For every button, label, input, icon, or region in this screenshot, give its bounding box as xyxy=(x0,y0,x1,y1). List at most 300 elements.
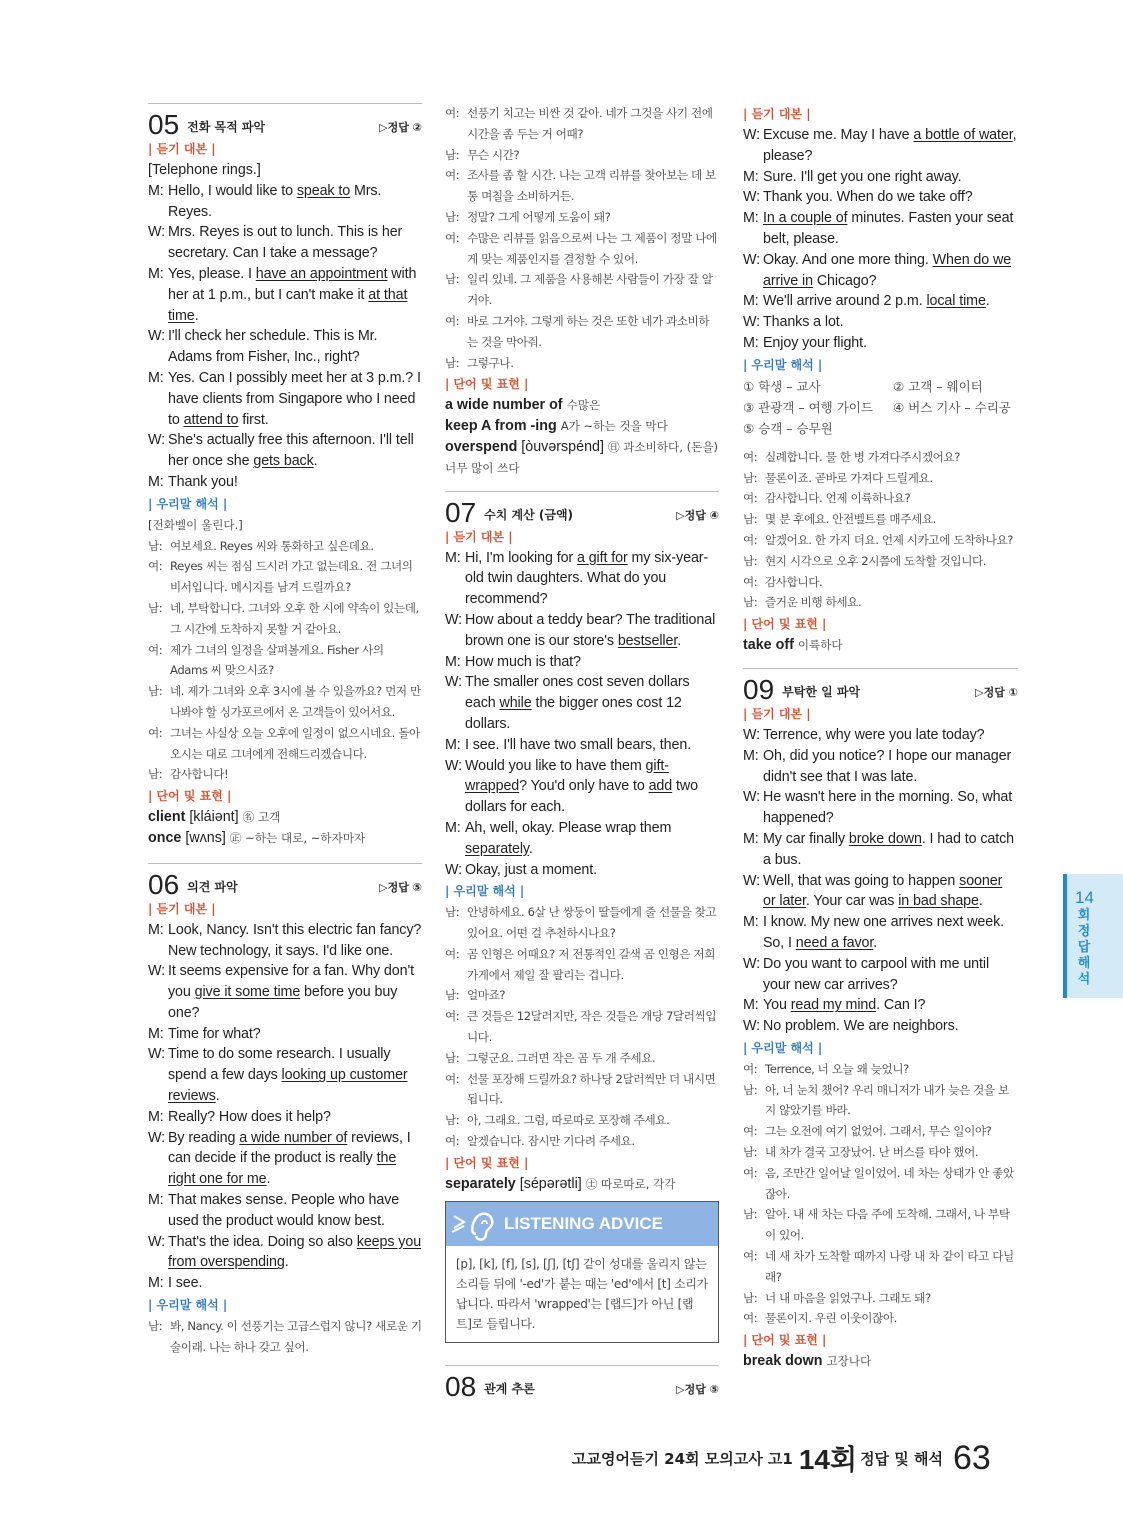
section-number: 08 xyxy=(445,1370,477,1402)
translation-text: 내 차가 결국 고장났어. 난 버스를 타야 했어. xyxy=(765,1145,979,1160)
speaker-label: 남: xyxy=(743,595,758,610)
vocab-pronunciation: [òuvərspénd] xyxy=(521,438,604,455)
script-block xyxy=(445,548,719,881)
speaker-label: 남: xyxy=(148,1319,163,1334)
dialogue-line xyxy=(743,995,1018,1016)
translation-line xyxy=(445,103,719,145)
key-expression: need a favor xyxy=(795,934,874,951)
translation-line xyxy=(445,1131,719,1152)
vocab-word: keep A from -ing xyxy=(445,418,557,435)
dialogue-line xyxy=(148,961,422,1023)
text-segment: Terrence, why were you late today? xyxy=(763,726,985,743)
key-expression: add xyxy=(648,778,673,795)
text-segment: the bigger ones cost 12 dollars. xyxy=(465,695,682,732)
text-segment: You xyxy=(763,997,791,1014)
section-08-header xyxy=(445,1365,719,1400)
speaker-label: 여: xyxy=(445,106,460,120)
translation-text: 너 내 마음을 읽었구나. 그래도 돼? xyxy=(765,1290,931,1305)
utterance xyxy=(763,871,1018,913)
speaker-label: 여: xyxy=(148,642,163,657)
text-segment: Yes, please. I xyxy=(168,265,256,282)
speaker-label: 여: xyxy=(743,1124,758,1139)
speaker-label: W: xyxy=(743,955,761,972)
translation-label: | 우리말 해석 | xyxy=(445,884,525,899)
translation-line xyxy=(445,353,719,374)
translation-label: | 우리말 해석 | xyxy=(743,1040,823,1055)
script-label: | 듣기 대본 | xyxy=(743,706,811,721)
text-segment: The smaller ones cost seven dollars each xyxy=(465,674,690,712)
utterance xyxy=(763,829,1018,871)
vocab-entry xyxy=(743,635,1018,656)
key-expression: sooner or later xyxy=(763,872,1003,910)
dialogue-line xyxy=(445,652,719,673)
utterance xyxy=(465,548,719,610)
vocab-word: client xyxy=(148,809,186,826)
translation-text: 무슨 시간? xyxy=(467,147,520,162)
speaker-label: 남: xyxy=(743,1207,758,1222)
speaker-label: M: xyxy=(148,473,164,490)
translation-text: Terrence, 너 오늘 왜 늦었니? xyxy=(765,1061,909,1076)
speaker-label: 남: xyxy=(445,988,460,1003)
translation-line xyxy=(445,1048,719,1069)
footer-subtitle: 정답 및 해석 xyxy=(860,1450,943,1468)
translation-text: 그렇구나. xyxy=(467,355,514,370)
vocab-entry xyxy=(148,828,422,849)
key-expression: give it some time xyxy=(194,984,301,1001)
translation-label: | 우리말 해석 | xyxy=(148,496,228,511)
script-label: | 듣기 대본 | xyxy=(148,901,216,916)
text-segment: . xyxy=(978,893,983,910)
vocab-pronunciation: [kláiənt] xyxy=(189,809,239,826)
vocab-word: take off xyxy=(743,637,794,654)
vocab-entry xyxy=(445,395,719,416)
vocab-block xyxy=(743,1351,1018,1372)
option-2: ② 고객 – 웨이터 xyxy=(893,378,983,394)
speaker-label: W: xyxy=(743,789,761,806)
section-header xyxy=(148,863,422,898)
listening-advice-box xyxy=(445,1201,719,1343)
speaker-label: M: xyxy=(148,182,164,199)
dialogue-line xyxy=(743,208,1018,250)
text-segment: ? You'd only have to xyxy=(519,778,649,795)
speaker-label: W: xyxy=(445,611,463,628)
speaker-label: 여: xyxy=(148,725,163,740)
key-expression: have an appointment xyxy=(255,265,388,282)
dialogue-line xyxy=(743,871,1018,913)
translation-line xyxy=(445,311,719,353)
dialogue-line xyxy=(148,264,422,326)
vocab-entry xyxy=(743,1351,1018,1372)
vocab-definition: ㊣ ~하는 대로, ~하자마자 xyxy=(229,830,366,845)
speaker-label: W: xyxy=(743,1018,761,1035)
text-segment: Ah, well, okay. Please wrap them xyxy=(465,819,672,836)
speaker-label: 남: xyxy=(148,538,163,553)
translation-text: 조사를 좀 할 시간. 나는 고객 리뷰를 찾아보는 데 보통 며칠을 소비하거든. xyxy=(467,168,716,204)
vocab-word: overspend xyxy=(445,438,518,455)
utterance xyxy=(465,610,719,652)
vocab-definition: 이륙하다 xyxy=(797,638,843,653)
speaker-label: 여: xyxy=(148,559,163,574)
utterance xyxy=(763,187,1018,208)
translation-line xyxy=(148,681,422,723)
speaker-label: 여: xyxy=(743,1165,758,1180)
speaker-label: 남: xyxy=(743,470,758,485)
translation-text: 그녀는 사실상 오늘 오후에 일정이 없으시네요. 돌아오시는 대로 그녀에게 전해드리겠습니다. xyxy=(170,725,420,761)
utterance xyxy=(763,312,1018,333)
vocab-block xyxy=(445,1174,719,1195)
speaker-label: 남: xyxy=(148,767,163,782)
section-09 xyxy=(743,668,1018,1372)
translation-line xyxy=(148,515,422,536)
translation-line xyxy=(743,488,1018,509)
text-segment: . xyxy=(215,1088,220,1105)
dialogue-line xyxy=(743,333,1018,354)
dialogue-line xyxy=(445,610,719,652)
vocab-definition: ㊐ 과소비하다, (돈을) 너무 많이 쓰다 xyxy=(445,439,719,475)
speaker-label: W: xyxy=(148,1046,166,1063)
text-segment: . Your car was xyxy=(805,893,899,910)
dialogue-line xyxy=(148,920,422,962)
vocab-label: | 단어 및 표현 | xyxy=(148,789,232,804)
page-footer xyxy=(572,1436,1012,1476)
dialogue-line xyxy=(445,756,719,818)
translation-label: | 우리말 해석 | xyxy=(743,357,823,372)
key-expression: When do we arrive in xyxy=(763,251,1012,289)
utterance xyxy=(763,787,1018,829)
text-segment: . xyxy=(266,1171,271,1188)
translation-line xyxy=(148,598,422,640)
speaker-label: 여: xyxy=(445,230,460,245)
option-5: ⑤ 승객 – 승무원 xyxy=(743,420,833,436)
text-segment: He wasn't here in the morning. So, what happened? xyxy=(763,789,1013,827)
translation-block xyxy=(743,1059,1018,1329)
text-segment: My car finally xyxy=(763,830,849,847)
dialogue-line xyxy=(148,1190,422,1232)
dialogue-line xyxy=(743,291,1018,312)
vocab-entry xyxy=(445,437,719,479)
translation-text: 안녕하세요. 6살 난 쌍둥이 딸들에게 줄 선물을 찾고 있어요. 어떤 걸 추천하시나요? xyxy=(467,905,717,941)
text-segment: . xyxy=(873,934,878,951)
translation-text: 바로 그거야. 그렇게 하는 것은 또한 네가 과소비하는 것을 막아줘. xyxy=(467,313,710,349)
utterance xyxy=(763,995,1018,1016)
vocab-word: a wide number of xyxy=(445,397,563,414)
section-header xyxy=(743,668,1018,703)
translation-line xyxy=(445,1006,719,1048)
dialogue-line xyxy=(148,222,422,264)
text-segment: That's the idea. Doing so also xyxy=(168,1233,357,1250)
translation-text: 실례합니다. 물 한 병 가져다주시겠어요? xyxy=(765,449,960,464)
translation-line xyxy=(445,207,719,228)
speaker-label: M: xyxy=(445,819,461,836)
footer-chapter: 14회 xyxy=(798,1444,858,1475)
key-expression: In a couple of xyxy=(763,210,848,227)
dialogue-line xyxy=(148,1107,422,1128)
speaker-label: M: xyxy=(445,653,461,670)
key-expression: read my mind xyxy=(790,997,877,1014)
speaker-label: 여: xyxy=(743,574,758,589)
translation-line xyxy=(445,269,719,311)
speaker-label: 여: xyxy=(743,449,758,464)
dialogue-line xyxy=(445,672,719,734)
text-segment: [Telephone rings.] xyxy=(148,162,261,178)
dialogue-line xyxy=(148,368,422,430)
translation-line xyxy=(743,1246,1018,1288)
speaker-label: 여: xyxy=(445,313,460,328)
dialogue-line xyxy=(148,181,422,223)
vocab-word: break down xyxy=(743,1353,823,1370)
translation-line xyxy=(445,145,719,166)
dialogue-line xyxy=(743,125,1018,167)
utterance xyxy=(168,920,422,962)
translation-text: 알겠어요. 한 가지 더요. 언제 시카고에 도착하나요? xyxy=(765,532,1014,547)
translation-block-continued xyxy=(445,103,719,373)
utterance xyxy=(465,672,719,734)
utterance xyxy=(168,326,422,368)
answer-label: ▷정답 ② xyxy=(379,121,422,134)
utterance xyxy=(465,860,719,881)
text-segment: minutes. Fasten your seat belt, please. xyxy=(763,210,1014,247)
translation-block xyxy=(148,1316,422,1358)
text-segment: Time for what? xyxy=(168,1025,261,1042)
key-expression: in bad shape xyxy=(898,893,979,910)
translation-line xyxy=(743,1142,1018,1163)
key-expression: attend to xyxy=(183,411,239,428)
utterance xyxy=(168,1128,422,1190)
speaker-label: 남: xyxy=(148,600,163,615)
key-expression: gets back xyxy=(253,453,314,470)
translation-text: 봐, Nancy. 이 선풍기는 고급스럽지 않니? 새로운 기술이래. 나는 하나 갖고 싶어. xyxy=(170,1319,422,1354)
section-title: 의견 파악 xyxy=(187,879,238,894)
speaker-label: 남: xyxy=(743,1145,758,1160)
vocab-definition: 수많은 xyxy=(566,398,601,413)
speaker-label: M: xyxy=(743,830,759,847)
key-expression: while xyxy=(499,695,532,712)
speaker-label: W: xyxy=(743,314,761,331)
text-segment: I see. xyxy=(168,1275,203,1292)
speaker-label: 여: xyxy=(743,1249,758,1264)
speaker-label: 여: xyxy=(743,491,758,506)
translation-line xyxy=(148,556,422,598)
speaker-label: 남: xyxy=(445,272,460,287)
speaker-label: 여: xyxy=(743,532,758,547)
speaker-label: 남: xyxy=(445,209,460,224)
translation-text: 몇 분 후에요. 안전벨트를 매주세요. xyxy=(765,512,936,527)
utterance xyxy=(763,291,1018,312)
answer-label: ▷정답 ⑤ xyxy=(676,1382,719,1396)
utterance xyxy=(465,652,719,673)
translation-text: 선물 포장해 드릴까요? 하나당 2달러씩만 더 내시면 됩니다. xyxy=(467,1071,716,1107)
translation-text: 즐거운 비행 하세요. xyxy=(765,595,862,610)
footer-book-title: 고교영어듣기 24회 모의고사 고1 xyxy=(572,1450,793,1468)
translation-block xyxy=(743,447,1018,613)
text-segment: Hello, I would like to xyxy=(168,182,297,199)
vocab-entry xyxy=(445,1174,719,1195)
script-label: | 듣기 대본 | xyxy=(148,142,216,156)
speaker-label: 남: xyxy=(743,553,758,568)
key-expression: the right one for me xyxy=(168,1150,397,1188)
key-expression: bestseller xyxy=(617,632,678,649)
text-segment: before you buy one? xyxy=(168,984,398,1021)
dialogue-line xyxy=(148,472,422,493)
section-number: 05 xyxy=(148,109,180,140)
translation-text: 얼마죠? xyxy=(467,988,506,1003)
text-segment: I'll check her schedule. This is Mr. Adams from Fisher, Inc., right? xyxy=(168,328,378,366)
translation-text: 감사합니다! xyxy=(170,767,229,782)
vocab-label: | 단어 및 표현 | xyxy=(743,617,827,632)
translation-text: 물론이죠. 곧바로 가져다 드릴게요. xyxy=(765,470,933,485)
dialogue-line xyxy=(445,548,719,610)
speaker-label: W: xyxy=(743,251,761,268)
answer-label: ▷정답 ④ xyxy=(676,508,719,522)
dialogue-line xyxy=(743,1016,1018,1037)
vocab-label: | 단어 및 표현 | xyxy=(743,1333,827,1348)
script-block xyxy=(148,160,422,493)
translation-text: 그렇군요. 그러면 작은 곰 두 개 주세요. xyxy=(467,1050,656,1065)
text-segment: I see. I'll have two small bears, then. xyxy=(465,736,692,753)
translation-line xyxy=(743,551,1018,572)
text-segment: Oh, did you notice? I hope our manager didn't see that I was late. xyxy=(763,747,1012,785)
text-segment: Thank you. When do we take off? xyxy=(763,189,973,206)
script-block xyxy=(743,725,1018,1037)
speaker-label: M: xyxy=(743,747,759,764)
dialogue-line xyxy=(743,167,1018,188)
translation-block xyxy=(445,902,719,1152)
text-segment: Well, that was going to happen xyxy=(763,872,960,889)
text-segment: Okay, just a moment. xyxy=(465,861,598,878)
vocab-entry xyxy=(148,807,422,828)
key-expression: broke down xyxy=(848,830,922,847)
advice-header xyxy=(446,1202,718,1246)
speaker-label: M: xyxy=(743,334,759,351)
speaker-label: M: xyxy=(148,369,164,386)
answer-label: ▷정답 ① xyxy=(975,685,1018,699)
section-05 xyxy=(148,103,422,849)
dialogue-line xyxy=(148,1044,422,1106)
text-segment: Enjoy your flight. xyxy=(763,334,867,351)
speaker-label: 여: xyxy=(445,1009,460,1024)
text-segment: two dollars for each. xyxy=(465,778,698,816)
text-segment: No problem. We are neighbors. xyxy=(763,1018,959,1035)
ear-icon xyxy=(446,1202,504,1246)
speaker-label: 남: xyxy=(445,355,460,370)
text-segment: . Can I? xyxy=(876,997,926,1014)
text-segment: Thanks a lot. xyxy=(763,314,844,331)
dialogue-line xyxy=(148,1128,422,1190)
speaker-label: W: xyxy=(148,963,166,980)
answer-options xyxy=(743,376,1018,439)
side-tab-char: 석 xyxy=(1077,972,1091,987)
key-expression: looking up customer reviews xyxy=(168,1067,408,1105)
dialogue-line xyxy=(148,1024,422,1045)
text-segment: with her at 1 p.m., but I can't make it xyxy=(168,265,417,303)
section-number: 07 xyxy=(445,496,477,528)
advice-title: LISTENING ADVICE xyxy=(504,1213,663,1233)
translation-line xyxy=(148,1316,422,1358)
translation-text: 음, 조만간 일어날 일이었어. 네 차는 상태가 안 좋았잖아. xyxy=(765,1165,1014,1201)
speaker-label: 여: xyxy=(445,1071,460,1086)
translation-line xyxy=(743,572,1018,593)
speaker-label: M: xyxy=(445,549,461,566)
side-tab-label xyxy=(1077,908,1091,988)
speaker-label: W: xyxy=(148,1129,166,1146)
speaker-label: 여: xyxy=(445,1134,460,1149)
translation-line xyxy=(445,1110,719,1131)
translation-line xyxy=(743,530,1018,551)
side-tab-char: 해 xyxy=(1077,956,1091,971)
utterance xyxy=(148,162,261,178)
vocab-pronunciation: [sépərətli] xyxy=(519,1175,582,1192)
translation-line xyxy=(148,536,422,557)
text-segment: I know. My new one arrives next week. So, I xyxy=(763,914,1005,951)
vocab-block xyxy=(743,635,1018,656)
section-number: 06 xyxy=(148,868,180,900)
text-segment: It seems expensive for a fan. Why don't you xyxy=(168,963,414,1001)
section-header xyxy=(445,491,719,526)
translation-text: 제가 그녀의 일정을 살펴볼게요. Fisher 사의 Adams 씨 맞으시죠? xyxy=(170,642,384,678)
dialogue-line xyxy=(743,746,1018,788)
translation-text: 아, 너 눈치 챘어? 우리 매니저가 내가 늦은 것을 보지 않았기를 바라. xyxy=(765,1082,1009,1118)
key-expression: gift-wrapped xyxy=(465,757,669,795)
utterance xyxy=(168,368,422,430)
section-number: 09 xyxy=(743,673,775,705)
translation-line xyxy=(445,902,719,944)
text-segment: first. xyxy=(238,411,269,428)
speaker-label: M: xyxy=(148,921,164,938)
speaker-label: M: xyxy=(743,293,759,310)
speaker-label: 남: xyxy=(743,1290,758,1305)
translation-line xyxy=(743,468,1018,489)
utterance xyxy=(168,472,422,493)
utterance xyxy=(168,1232,422,1274)
speaker-label: W: xyxy=(148,432,166,449)
speaker-label: W: xyxy=(445,861,463,878)
dialogue-line xyxy=(445,735,719,756)
dialogue-line xyxy=(148,1232,422,1274)
text-segment: Yes. Can I possibly meet her at 3 p.m.? I have clients from Singapore who I need to xyxy=(168,369,421,428)
utterance xyxy=(168,1190,422,1232)
speaker-label: 남: xyxy=(445,905,460,920)
section-title: 관계 추론 xyxy=(484,1381,535,1396)
translation-text: 물론이지. 우린 이웃이잖아. xyxy=(765,1311,897,1326)
translation-text: 그는 오전에 여기 없었어. 그래서, 무슨 일이야? xyxy=(765,1124,992,1139)
translation-text: 감사합니다. 언제 이륙하나요? xyxy=(765,491,911,506)
translation-line xyxy=(743,592,1018,613)
key-expression: a wide number of xyxy=(239,1129,348,1146)
speaker-label: M: xyxy=(743,210,759,227)
utterance xyxy=(763,125,1018,167)
speaker-label: 남: xyxy=(148,684,163,699)
text-segment: How much is that? xyxy=(465,653,581,670)
option-1: ① 학생 – 교사 xyxy=(743,378,821,394)
speaker-label: 여: xyxy=(445,168,460,183)
translation-line xyxy=(743,1288,1018,1309)
speaker-label: M: xyxy=(148,1192,164,1209)
speaker-label: M: xyxy=(148,1025,164,1042)
translation-text: 현지 시각으로 오후 2시쯤에 도착할 것입니다. xyxy=(765,553,987,568)
speaker-label: W: xyxy=(445,757,463,774)
utterance xyxy=(168,1024,422,1045)
utterance xyxy=(763,333,1018,354)
dialogue-line xyxy=(148,1273,422,1294)
speaker-label: W: xyxy=(445,674,463,691)
dialogue-line xyxy=(743,725,1018,746)
dialogue-line xyxy=(743,312,1018,333)
translation-text: 네, 부탁합니다. 그녀와 오후 한 시에 약속이 있는데, 그 시간에 도착하지 못할 거 같아요. xyxy=(170,600,419,636)
side-tab-char: 정 xyxy=(1077,924,1091,939)
translation-text: 곰 인형은 어때요? 저 전통적인 갈색 곰 인형은 저희 가게에서 제일 잘 팔리는 겁니다. xyxy=(467,946,716,982)
text-segment: . xyxy=(313,453,318,470)
vocab-word: separately xyxy=(445,1175,516,1192)
